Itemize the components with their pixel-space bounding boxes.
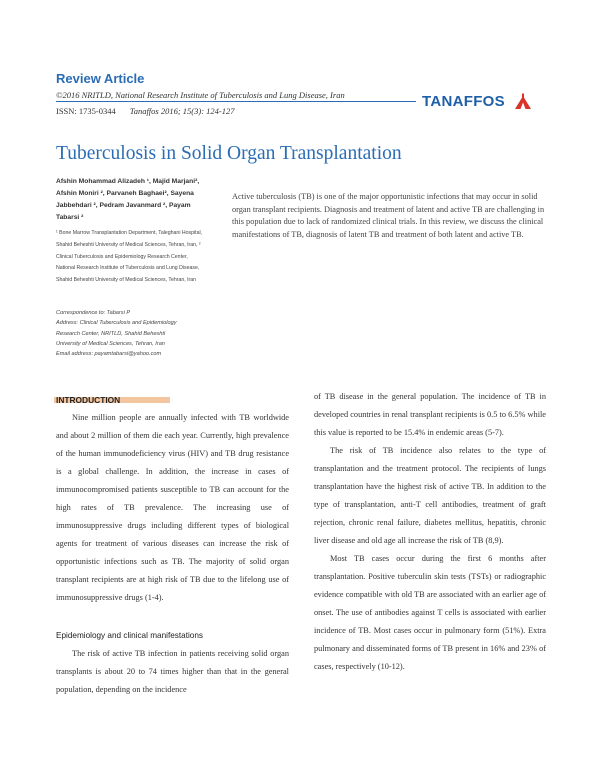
correspondence-address: Research Center, NRITLD, Shahid Beheshti <box>56 330 166 337</box>
epidemiology-body <box>56 645 289 699</box>
copyright-line: ©2016 NRITLD, National Research Institute of Tuberculosis and Lung Disease, Iran <box>56 90 345 100</box>
epidemiology-heading: Epidemiology and clinical manifestations <box>56 631 203 640</box>
introduction-body <box>56 409 289 607</box>
correspondence-address: Address: Clinical Tuberculosis and Epidemiology <box>56 320 177 327</box>
affiliations: ¹ Bone Marrow Transplantation Department, Taleghani Hospital, Shahid Beheshti University of Medical Sciences, Tehran, Iran, ² Clinical Tuberculosis and Epidemiology Research Center, National Research Institute of Tuberculosis and Lung Disease, Shahid Beheshti University of Medical Sciences, Tehran, Iran <box>56 230 203 284</box>
header-rule <box>56 101 416 102</box>
author-list: Afshin Mohammad Alizadeh ¹, Majid Marjani², Afshin Moniri ², Parvaneh Baghaei², Sayena Jabbehdari ², Pedram Javanmard ², Payam Tabarsi ² <box>56 178 200 221</box>
citation: Tanaffos 2016; 15(3): 124-127 <box>129 106 235 116</box>
introduction-heading: INTRODUCTION <box>56 395 121 405</box>
right-column-body <box>314 388 546 676</box>
journal-brand: TANAFFOS <box>422 93 505 110</box>
paragraph: Most TB cases occur during the first 6 months after transplantation. Positive tuberculin skin tests (TSTs) or radiographic evidence compatible with old TB are associated with an earlier age of onset. The use of antibodies against T cells is associated with earlier incidence of TB. Most cases occur in pulmonary form (51%). Extra pulmonary and disseminated forms of TB present in 16% and 23% of cases, respectively (10-12). <box>314 554 546 671</box>
issn-line <box>56 106 235 116</box>
paragraph: of TB disease in the general population. The incidence of TB in developed countries in renal transplant recipients is 0.5 to 6.5% while this value is reported to be 15.4% in endemic areas (5-7). <box>314 392 546 437</box>
correspondence-address: University of Medical Sciences, Tehran, Iran <box>56 340 165 347</box>
article-type: Review Article <box>56 71 145 86</box>
abstract: Active tuberculosis (TB) is one of the major opportunistic infections that may occur in solid organ transplant recipients. Diagnosis and treatment of latent and active TB are challenging in this population due to lack of randomized clinical trials. In this review, we discuss the clinical manifestations of TB, diagnosis of latent TB and treatment of both latent and active TB. <box>232 192 545 239</box>
correspondence-block <box>56 308 216 359</box>
paragraph: Nine million people are annually infected with TB worldwide and about 2 million of them die each year. Currently, high prevalence of the human immunodeficiency virus (HIV) and TB drug resistance is a global challenge. In addition, the increase in cases of immunocompromised patients susceptible to TB can account for the high rates of TB prevalence. The increasing use of immunosuppressive drugs including different types of biological agents for treatment of various diseases can increase the risk of opportunistic infections such as TB. The majority of solid organ transplant recipients are at high risk of TB due to the lifelong use of immunosuppressive drugs (1-4). <box>56 413 289 602</box>
correspondence-email: Email address: payamtabarsi@yahoo.com <box>56 351 162 358</box>
issn: ISSN: 1735-0344 <box>56 106 116 116</box>
article-title: Tuberculosis in Solid Organ Transplantation <box>56 143 402 164</box>
paragraph: The risk of active TB infection in patients receiving solid organ transplants is about 20 to 74 times higher than that in the general population, depending on the incidence <box>56 649 289 694</box>
paragraph: The risk of TB incidence also relates to the type of transplantation and the treatment protocol. The recipients of lungs transplantation have the highest risk of active TB. In addition to the type of transplantation, anti-T cell antibodies, treatment of graft rejection, chronic renal failure, diabetes mellitus, hepatitis, chronic liver disease and old age all increase the risk of TB (8,9). <box>314 446 546 545</box>
correspondence-name: Correspondence to: Tabarsi P <box>56 310 131 316</box>
journal-logo-icon <box>514 93 532 110</box>
